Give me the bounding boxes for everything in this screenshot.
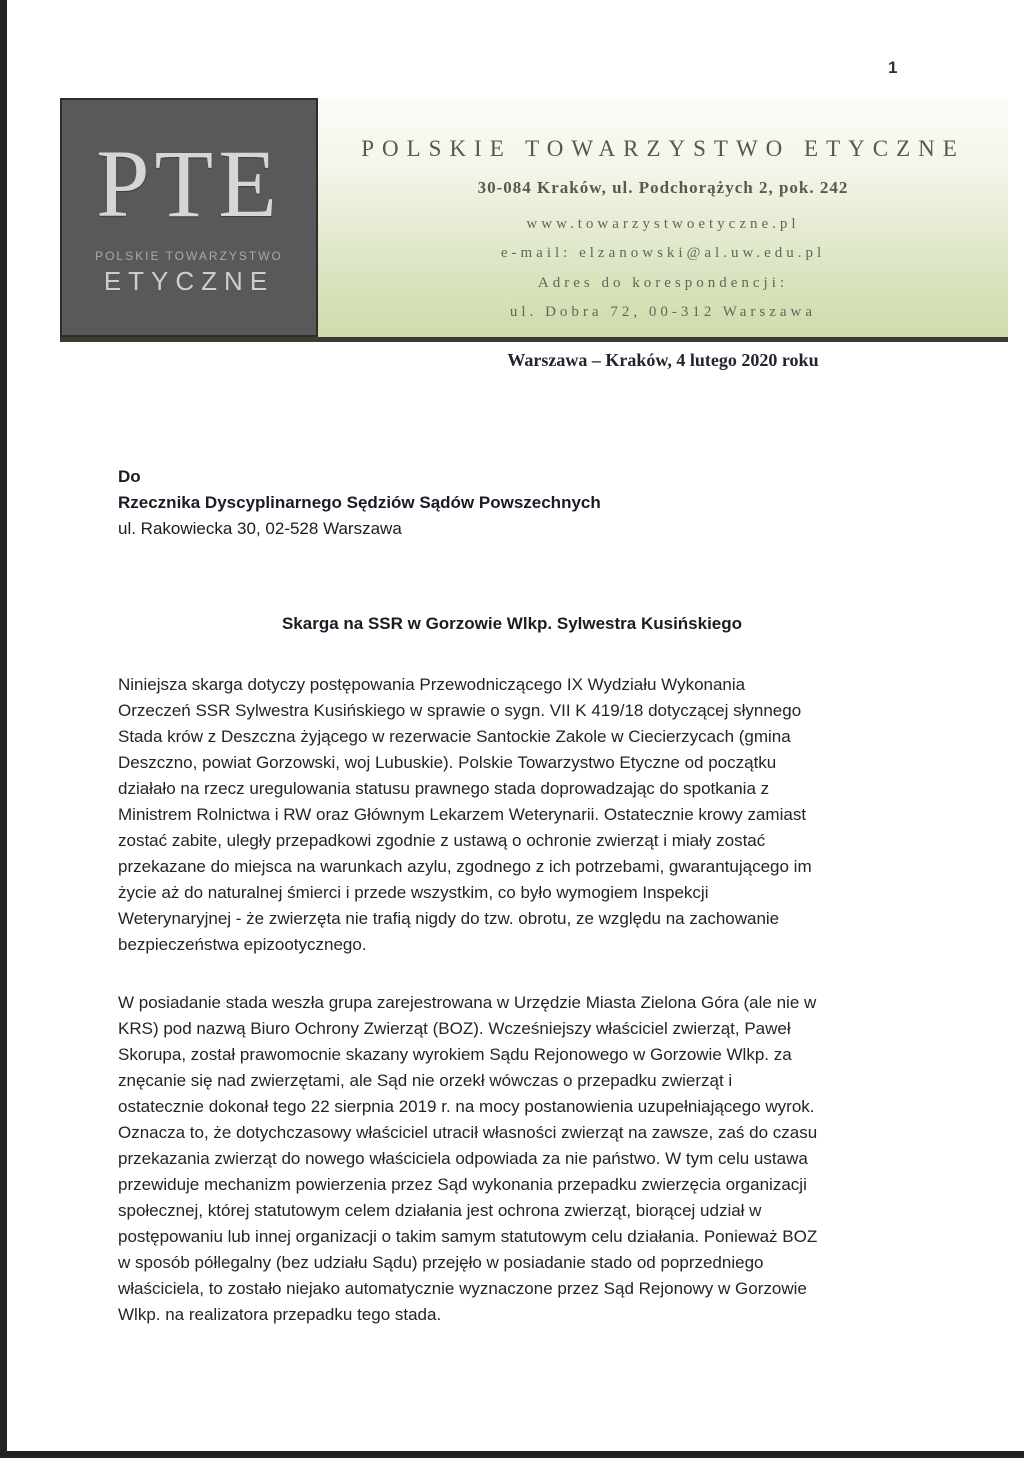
text-line: Deszczno, powiat Gorzowski, woj Lubuskie). Polskie Towarzystwo Etyczne od początku xyxy=(118,753,777,772)
scan-edge-left xyxy=(0,0,7,1458)
letterhead-contact-block xyxy=(318,98,1008,337)
letterhead xyxy=(60,98,1008,342)
org-name: POLSKIE TOWARZYSTWO ETYCZNE xyxy=(361,136,965,161)
recipient-to: Do xyxy=(118,467,141,486)
page-number: 1 xyxy=(888,58,898,77)
text-line: Niniejsza skarga dotyczy postępowania Przewodniczącego IX Wydziału Wykonania xyxy=(118,675,746,694)
logo-acronym: PTE xyxy=(96,129,282,237)
dateline: Warszawa – Kraków, 4 lutego 2020 roku xyxy=(507,350,819,370)
paragraph-1 xyxy=(118,672,910,958)
letter-body xyxy=(118,672,910,1328)
logo-subtitle-2: ETYCZNE xyxy=(103,266,275,297)
text-line: zostać zabite, uległy przepadkowi zgodnie z ustawą o ochronie zwierząt i miały zostać xyxy=(118,831,766,850)
recipient-address: ul. Rakowiecka 30, 02-528 Warszawa xyxy=(118,519,402,538)
org-website: www.towarzystwoetyczne.pl xyxy=(526,216,800,232)
recipient-block xyxy=(118,464,818,542)
text-line: Wlkp. na realizatora przepadku tego stada. xyxy=(118,1305,442,1324)
logo-subtitle-1: POLSKIE TOWARZYSTWO xyxy=(95,249,283,264)
text-line: przewiduje mechanizm powierzenia przez Sąd wykonania przepadku zwierzęcia organizacji xyxy=(118,1175,807,1194)
text-line: Ministrem Rolnictwa i RW oraz Głównym Lekarzem Weterynarii. Ostatecznie krowy zamiast xyxy=(118,805,807,824)
text-line: KRS) pod nazwą Biuro Ochrony Zwierząt (BOZ). Wcześniejszy właściciel zwierząt, Paweł xyxy=(118,1019,791,1038)
text-line: ostatecznie dokonał tego 22 sierpnia 2019 r. na mocy postanowienia uzupełniającego wyrok. xyxy=(118,1097,815,1116)
text-line: bezpieczeństwa epizootycznego. xyxy=(118,935,367,954)
text-line: Orzeczeń SSR Sylwestra Kusińskiego w sprawie o sygn. VII K 419/18 dotyczącej słynnego xyxy=(118,701,802,720)
correspondence-label: Adres do korespondencji: xyxy=(537,275,789,291)
text-line: W posiadanie stada weszła grupa zarejestrowana w Urzędzie Miasta Zielona Góra (ale nie w xyxy=(118,993,817,1012)
text-line: Stada krów z Deszczna żyjącego w rezerwacie Santockie Zakole w Ciecierzycach (gmina xyxy=(118,727,791,746)
text-line: Skorupa, został prawomocnie skazany wyrokiem Sądu Rejonowego w Gorzowie Wlkp. za xyxy=(118,1045,792,1064)
text-line: w sposób półlegalny (bez udziału Sądu) przejęło w posiadanie stado od poprzedniego xyxy=(118,1253,764,1272)
text-line: Oznacza to, że dotychczasowy właściciel utracił własności zwierząt na zawsze, zaś do czasu xyxy=(118,1123,818,1142)
text-line: życie aż do naturalnej śmierci i przede wszystkim, co było wymogiem Inspekcji xyxy=(118,883,709,902)
text-line: przekazania zwierząt do nowego właściciela odpowiada za nie państwo. W tym celu ustawa xyxy=(118,1149,808,1168)
org-address: 30-084 Kraków, ul. Podchorążych 2, pok. 242 xyxy=(477,178,849,197)
pte-logo xyxy=(60,98,318,337)
text-line: działało na rzecz uregulowania statusu prawnego stada doprowadzając do spotkania z xyxy=(118,779,770,798)
text-line: Weterynaryjnej - że zwierzęta nie trafią nigdy do tzw. obrotu, ze względu na zachowanie xyxy=(118,909,780,928)
org-email: e-mail: elzanowski@al.uw.edu.pl xyxy=(500,245,826,261)
text-line: przekazane do miejsca na warunkach azylu, zgodnego z ich potrzebami, gwarantującego im xyxy=(118,857,812,876)
text-line: właściciela, to zostało niejako automatycznie wyznaczone przez Sąd Rejonowy w Gorzowie xyxy=(118,1279,807,1298)
text-line: społecznej, której statutowym celem działania jest ochrona zwierząt, biorącej udział w xyxy=(118,1201,762,1220)
text-line: postępowaniu lub innej organizacji o takim samym statutowym celu działania. Ponieważ BOZ xyxy=(118,1227,818,1246)
letter-title: Skarga na SSR w Gorzowie Wlkp. Sylwestra Kusińskiego xyxy=(281,614,743,633)
correspondence-address: ul. Dobra 72, 00-312 Warszawa xyxy=(509,304,817,320)
paragraph-2 xyxy=(118,990,910,1328)
recipient-name: Rzecznika Dyscyplinarnego Sędziów Sądów Powszechnych xyxy=(118,493,601,512)
text-line: znęcanie się nad zwierzętami, ale Sąd nie orzekł wówczas o przepadku zwierząt i xyxy=(118,1071,733,1090)
scan-edge-bottom xyxy=(0,1451,1024,1458)
